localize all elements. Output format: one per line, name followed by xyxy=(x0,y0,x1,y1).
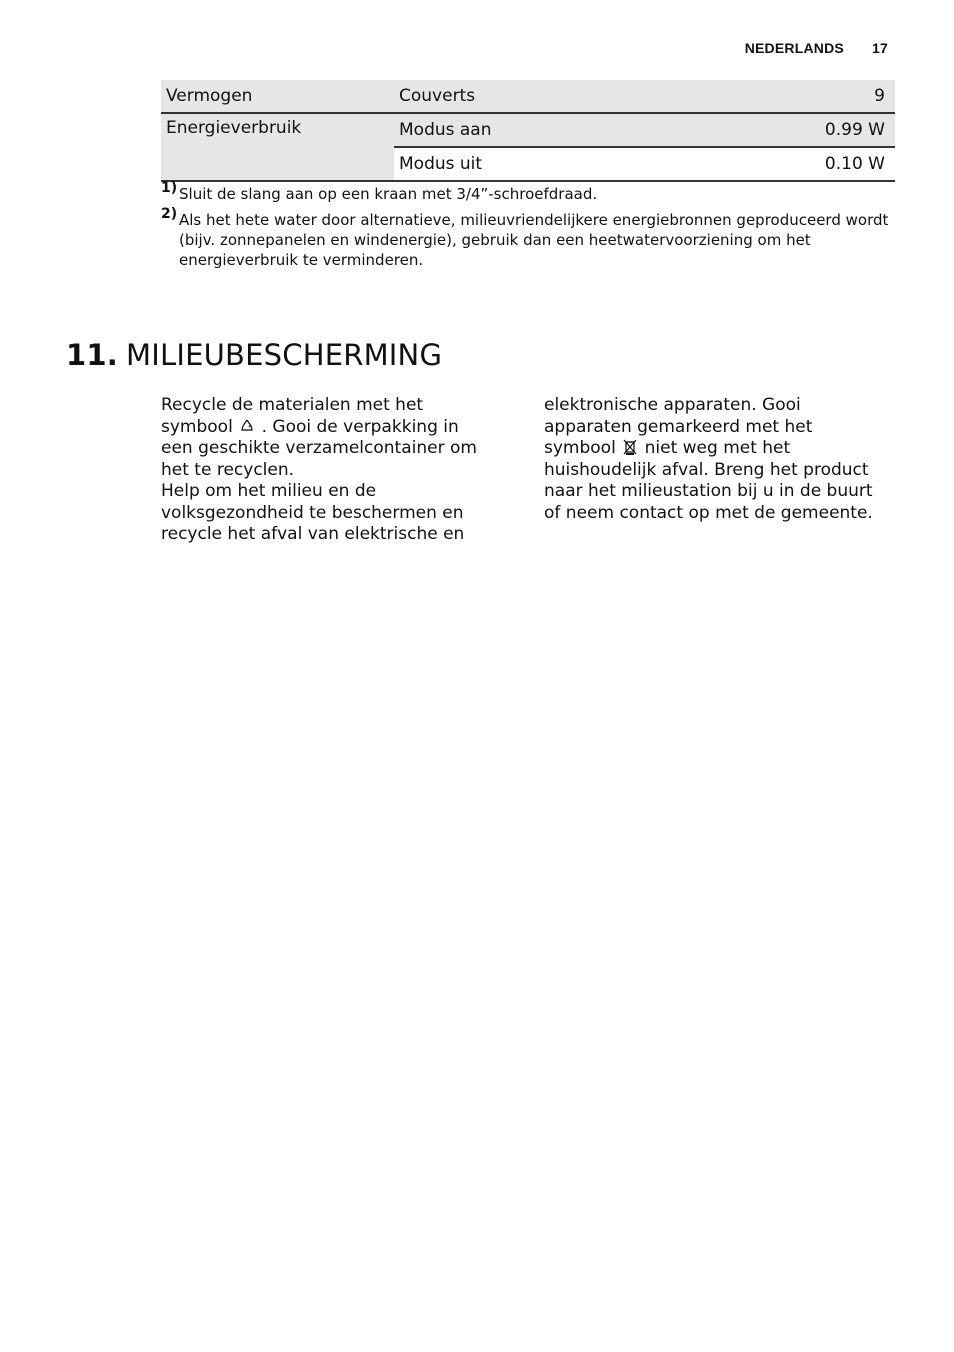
paragraph-text: . Gooi de verpakking in een geschikte verzamelcontainer om het te recyclen. xyxy=(161,416,477,480)
section-title: MILIEUBESCHERMING xyxy=(125,338,443,372)
body-column-left xyxy=(161,395,491,546)
section-number: 11. xyxy=(66,338,118,372)
paragraph xyxy=(544,395,874,524)
spec-table xyxy=(161,80,895,182)
paragraph-text: niet weg met het huishoudelijk afval. Breng het product naar het milieustation bij u in de buurt of neem contact op met de gemeente. xyxy=(544,438,873,523)
section-heading xyxy=(66,338,442,372)
table-row xyxy=(161,80,895,113)
table-cell-value: 9 xyxy=(682,80,895,113)
footnote-mark: 2) xyxy=(161,206,178,222)
table-cell-label: Vermogen xyxy=(161,80,394,113)
table-cell-value: 0.99 W xyxy=(682,113,895,147)
paragraph-text: elektronische apparaten. Gooi apparaten gemarkeerd met het symbool xyxy=(544,395,813,458)
page-header xyxy=(745,40,888,56)
footnote-text: Sluit de slang aan op een kraan met 3/4”-schroefdraad. xyxy=(179,185,598,203)
header-language: NEDERLANDS xyxy=(744,40,844,56)
footnote xyxy=(161,180,901,204)
table-cell-sub: Modus aan xyxy=(394,113,682,147)
recycle-icon xyxy=(240,418,254,434)
table-cell-value: 0.10 W xyxy=(682,147,895,181)
page-number: 17 xyxy=(872,40,888,56)
footnote-mark: 1) xyxy=(161,180,178,196)
paragraph xyxy=(161,395,491,481)
table-row xyxy=(161,113,895,147)
table-cell-sub: Modus uit xyxy=(394,147,682,181)
footnote-text: Als het hete water door alternatieve, milieuvriendelijkere energiebronnen geproduceerd wordt (bijv. zonnepanelen en windenergie), gebruik dan een heetwatervoorziening om het energieverbruik te verminderen. xyxy=(179,211,889,269)
table-cell-sub: Couverts xyxy=(394,80,682,113)
paragraph: Help om het milieu en de volksgezondheid te beschermen en recycle het afval van elektrische en xyxy=(161,481,465,544)
body-column-right xyxy=(544,395,874,524)
footnotes xyxy=(161,180,901,276)
paragraph-text: Recycle de materialen met het symbool xyxy=(161,395,424,437)
table-cell-label: Energieverbruik xyxy=(161,113,394,181)
footnote xyxy=(161,206,901,270)
crossed-bin-icon xyxy=(623,439,637,455)
